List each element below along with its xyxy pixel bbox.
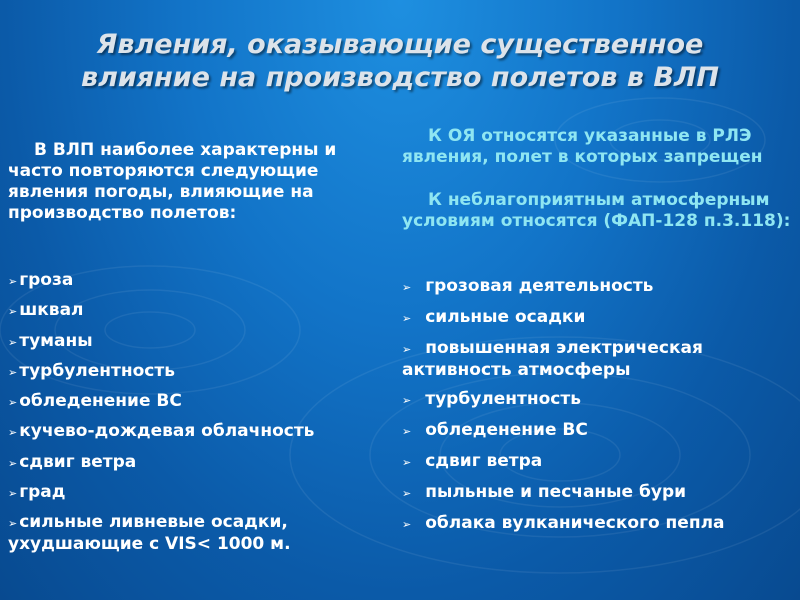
right-column [402, 126, 794, 543]
slide-title [0, 28, 800, 94]
list-item: ➢ гроза [8, 270, 74, 290]
arrowhead-bullet-icon: ➢ [402, 281, 412, 294]
right-intro-adverse: К неблагоприятным атмосферным условиям относятся (ФАП-128 п.3.118): [402, 190, 791, 231]
arrowhead-bullet-icon: ➢ [402, 455, 412, 469]
list-item: ➢ турбулентность [8, 360, 175, 381]
arrowhead-bullet-icon: ➢ [8, 275, 18, 288]
list-item: ➢ пыльные и песчаные бури [402, 481, 687, 502]
arrowhead-bullet-icon: ➢ [402, 394, 412, 408]
title-line-1: Явления, оказывающие существенное [96, 29, 704, 60]
arrowhead-bullet-icon: ➢ [8, 396, 18, 410]
arrowhead-bullet-icon: ➢ [8, 365, 18, 379]
arrowhead-bullet-icon: ➢ [8, 517, 18, 531]
list-item: ➢ сильные осадки [402, 306, 586, 327]
spacer [402, 232, 794, 276]
arrowhead-bullet-icon: ➢ [8, 305, 18, 319]
right-conditions-list [402, 276, 794, 535]
list-item: ➢ обледенение ВС [8, 391, 182, 412]
arrowhead-bullet-icon: ➢ [402, 486, 412, 500]
arrowhead-bullet-icon: ➢ [402, 517, 412, 531]
list-item: ➢ турбулентность [402, 389, 581, 410]
arrowhead-bullet-icon: ➢ [402, 311, 412, 325]
list-item: ➢ сдвиг ветра [402, 450, 543, 471]
list-item: ➢ повышенная электрическая активность атмосферы [402, 337, 703, 380]
left-column [8, 140, 380, 564]
list-item: ➢ сдвиг ветра [8, 451, 137, 472]
arrowhead-bullet-icon: ➢ [8, 426, 18, 440]
arrowhead-bullet-icon: ➢ [8, 487, 18, 501]
arrowhead-bullet-icon: ➢ [402, 425, 412, 439]
arrowhead-bullet-icon: ➢ [402, 342, 412, 356]
list-item: ➢ кучево-дождевая облачность [8, 421, 315, 442]
arrowhead-bullet-icon: ➢ [8, 456, 18, 470]
list-item: ➢ туманы [8, 330, 93, 351]
list-item: ➢ обледенение ВС [402, 420, 588, 441]
list-item: ➢ сильные ливневые осадки, ухудшающие с VIS< 1000 м. [8, 512, 291, 555]
spacer [402, 168, 794, 190]
title-line-2: влияние на производство полетов в ВЛП [80, 62, 719, 93]
list-item: ➢ шквал [8, 300, 84, 321]
list-item: ➢ град [8, 482, 66, 503]
right-intro-dangerous: К ОЯ относятся указанные в РЛЭ явления, полет в которых запрещен [402, 126, 763, 167]
left-phenomena-list [8, 270, 380, 555]
left-intro: В ВЛП наиболее характерны и часто повторяются следующие явления погоды, влияющие на производство полетов: [8, 140, 337, 223]
arrowhead-bullet-icon: ➢ [8, 335, 18, 349]
list-item: ➢ грозовая деятельность [402, 276, 654, 296]
list-item: ➢ облака вулканического пепла [402, 512, 725, 533]
